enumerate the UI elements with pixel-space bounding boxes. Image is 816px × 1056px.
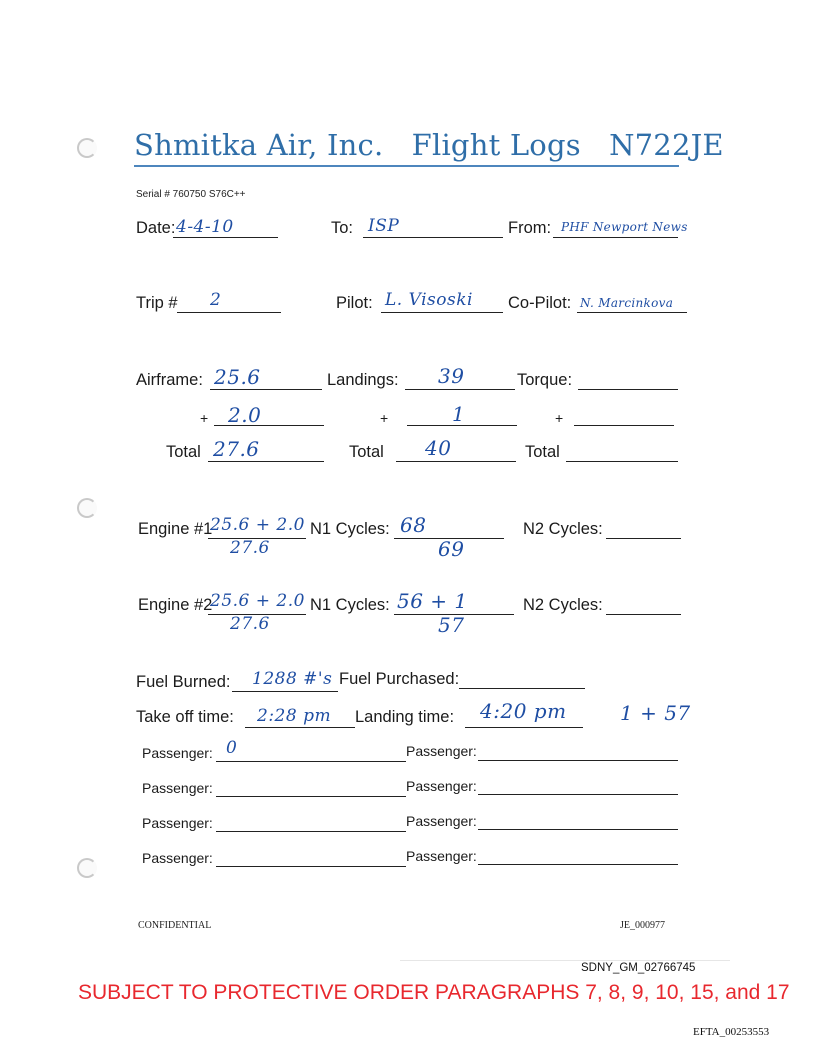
binder-hole-top [77, 138, 97, 158]
pilot-line [381, 312, 503, 313]
engine1-total: 27.6 [230, 538, 270, 558]
date-line [173, 237, 278, 238]
je-id: JE_000977 [620, 920, 665, 931]
to-value: ISP [368, 216, 400, 236]
copilot-line [577, 312, 687, 313]
page-title [134, 128, 724, 162]
engine1-n1-total: 69 [438, 537, 465, 561]
passenger-line [216, 761, 406, 762]
torque-total-line [566, 461, 678, 462]
airframe-total-label: Total [166, 443, 201, 461]
landing-label: Landing time: [355, 708, 455, 726]
engine2-label: Engine #2 [138, 596, 213, 614]
efta-id: EFTA_00253553 [693, 1026, 770, 1038]
torque-label: Torque: [517, 371, 573, 389]
airframe-value: 25.6 [214, 365, 261, 389]
sdny-bates-number: SDNY_GM_02766745 [581, 962, 696, 974]
engine2-value: 25.6 + 2.0 [210, 591, 305, 611]
landing-line [465, 727, 583, 728]
landings-label: Landings: [327, 371, 399, 389]
landing-value: 4:20 pm [480, 699, 567, 723]
tail-number: N722JE [609, 128, 724, 162]
trip-line [177, 312, 281, 313]
passenger-label: Passenger: [142, 815, 213, 831]
scan-edge-line [400, 960, 730, 961]
engine2-n1-total: 57 [438, 613, 465, 637]
date-label: Date: [136, 219, 176, 237]
serial-number: Serial # 760750 S76C++ [136, 189, 246, 200]
passenger-label: Passenger: [142, 745, 213, 761]
from-line [553, 237, 678, 238]
torque-add-line [574, 425, 674, 426]
engine2-n2-line [606, 614, 681, 615]
takeoff-label: Take off time: [136, 708, 234, 726]
copilot-label: Co-Pilot: [508, 294, 572, 312]
airframe-line [210, 389, 322, 390]
landings-add-value: 1 [452, 402, 466, 426]
passenger-label: Passenger: [406, 813, 477, 829]
log-title: Flight Logs [411, 128, 581, 162]
fuel-burned-label: Fuel Burned: [136, 673, 231, 691]
airframe-add-value: 2.0 [228, 403, 262, 427]
airframe-total-line [208, 461, 324, 462]
passenger-label: Passenger: [406, 778, 477, 794]
company-name: Shmitka Air, Inc. [134, 128, 384, 162]
fuel-burned-value: 1288 #'s [252, 669, 333, 689]
engine1-n1-label: N1 Cycles: [310, 520, 390, 538]
passenger-label: Passenger: [142, 850, 213, 866]
passenger-line [478, 829, 678, 830]
engine2-n1-label: N1 Cycles: [310, 596, 390, 614]
to-label: To: [331, 219, 354, 237]
landings-total-label: Total [349, 443, 384, 461]
confidential-label: CONFIDENTIAL [138, 920, 212, 931]
takeoff-line [245, 727, 355, 728]
passenger-line [478, 760, 678, 761]
engine2-total: 27.6 [230, 614, 270, 634]
engine1-n1-value: 68 [400, 513, 427, 537]
torque-line [578, 389, 678, 390]
landings-plus: + [380, 410, 389, 426]
passenger-label: Passenger: [406, 848, 477, 864]
torque-plus: + [555, 410, 564, 426]
engine1-label: Engine #1 [138, 520, 213, 538]
landings-total-value: 40 [425, 436, 452, 460]
title-underline [134, 165, 679, 167]
trip-label: Trip # [136, 294, 178, 312]
passenger-label: Passenger: [406, 743, 477, 759]
protective-order-notice: SUBJECT TO PROTECTIVE ORDER PARAGRAPHS 7, 8, 9, 10, 15, and 17 [78, 981, 790, 1004]
from-label: From: [508, 219, 552, 237]
from-value: PHF Newport News [561, 220, 688, 234]
landings-value: 39 [438, 364, 465, 388]
fuel-burned-line [232, 691, 338, 692]
engine2-n2-label: N2 Cycles: [523, 596, 603, 614]
torque-total-label: Total [525, 443, 560, 461]
airframe-plus: + [200, 410, 209, 426]
passenger-value: 0 [226, 738, 238, 758]
passenger-label: Passenger: [142, 780, 213, 796]
flight-duration: 1 + 57 [620, 701, 691, 725]
binder-hole-bottom [77, 858, 97, 878]
takeoff-value: 2:28 pm [257, 706, 332, 726]
landings-line [405, 389, 515, 390]
landings-total-line [396, 461, 516, 462]
fuel-purchased-line [459, 688, 585, 689]
airframe-total-value: 27.6 [213, 437, 260, 461]
binder-hole-middle [77, 498, 97, 518]
engine1-n2-line [606, 538, 681, 539]
engine1-value: 25.6 + 2.0 [210, 515, 305, 535]
copilot-value: N. Marcinkova [580, 296, 674, 310]
engine2-n1-value: 56 + 1 [397, 589, 468, 613]
passenger-line [478, 864, 678, 865]
passenger-line [216, 831, 406, 832]
airframe-label: Airframe: [136, 371, 203, 389]
pilot-label: Pilot: [336, 294, 373, 312]
pilot-value: L. Visoski [385, 290, 473, 310]
fuel-purchased-label: Fuel Purchased: [339, 670, 460, 688]
to-line [363, 237, 503, 238]
engine1-n2-label: N2 Cycles: [523, 520, 603, 538]
trip-value: 2 [210, 290, 222, 310]
date-value: 4-4-10 [176, 217, 234, 237]
passenger-line [216, 796, 406, 797]
passenger-line [216, 866, 406, 867]
passenger-line [478, 794, 678, 795]
